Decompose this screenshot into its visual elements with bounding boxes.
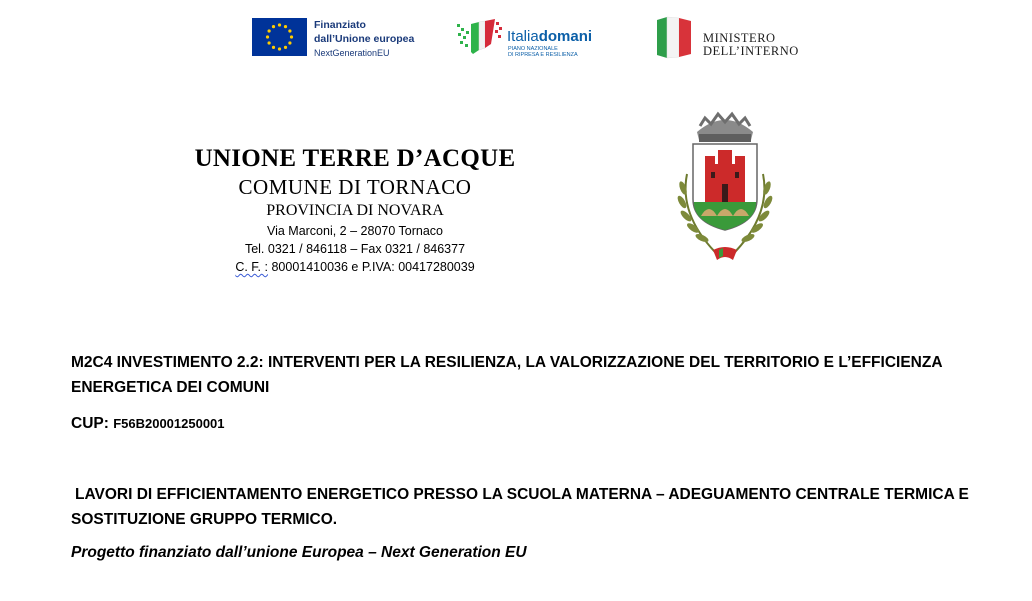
italia-domani-subtitle: [508, 46, 578, 58]
italia-word-regular: Italia: [507, 28, 539, 45]
italia-map-icon: [455, 16, 505, 63]
italia-word-bold: domani: [538, 28, 593, 45]
provincia-name: PROVINCIA DI NOVARA: [266, 202, 444, 219]
italia-domani-logo: [455, 16, 605, 60]
eu-logo-text: [314, 18, 414, 60]
eu-logo-line2: dall’Unione europea: [314, 33, 415, 45]
ministero-line1: MINISTERO: [703, 31, 776, 45]
comune-name: COMUNE DI TORNACO: [238, 175, 472, 199]
ministero-line2: DELL’INTERNO: [703, 44, 799, 58]
italia-sub-line2: DI RIPRESA E RESILIENZA: [508, 52, 578, 58]
works-title: [71, 482, 991, 532]
ministero-text: [703, 32, 799, 58]
funding-note: Progetto finanziato dall’unione Europea – Next Generation EU: [71, 544, 527, 561]
municipality-header: [170, 143, 540, 276]
cf-values: 80001410036 e P.IVA: 00417280039: [267, 260, 475, 274]
eu-flag-icon: [252, 18, 307, 56]
phone-line: Tel. 0321 / 846118 – Fax 0321 / 846377: [244, 242, 466, 256]
works-title-text: LAVORI DI EFFICIENTAMENTO ENERGETICO PRESSO LA SCUOLA MATERNA – ADEGUAMENTO CENTRALE TERMICA E SOSTITUZIONE GRUPPO TERMICO.: [71, 486, 969, 528]
cf-label: C. F. :: [235, 260, 268, 274]
eu-logo-line1: Finanziato: [314, 19, 366, 31]
italia-domani-wordmark: [507, 28, 592, 45]
italia-sub-line1: PIANO NAZIONALE: [508, 46, 558, 52]
address-line: Via Marconi, 2 – 28070 Tornaco: [266, 224, 444, 238]
cup-line: [71, 411, 571, 436]
ministero-interno-logo: [655, 16, 815, 62]
union-name: UNIONE TERRE D’ACQUE: [194, 145, 516, 172]
fiscal-code-line: [170, 258, 540, 276]
cup-value: F56B20001250001: [113, 416, 225, 431]
investment-title: M2C4 INVESTIMENTO 2.2: INTERVENTI PER LA RESILIENZA, LA VALORIZZAZIONE DEL TERRITORIO E L’EFFICIENZA ENERGETICA DEI COMUNI: [71, 354, 942, 396]
eu-logo-line3: NextGenerationEU: [314, 48, 390, 58]
cup-label: CUP:: [71, 415, 109, 432]
eu-funding-logo: [252, 18, 415, 60]
tricolor-flag-icon: [655, 16, 697, 65]
municipal-crest-icon: [665, 104, 785, 269]
